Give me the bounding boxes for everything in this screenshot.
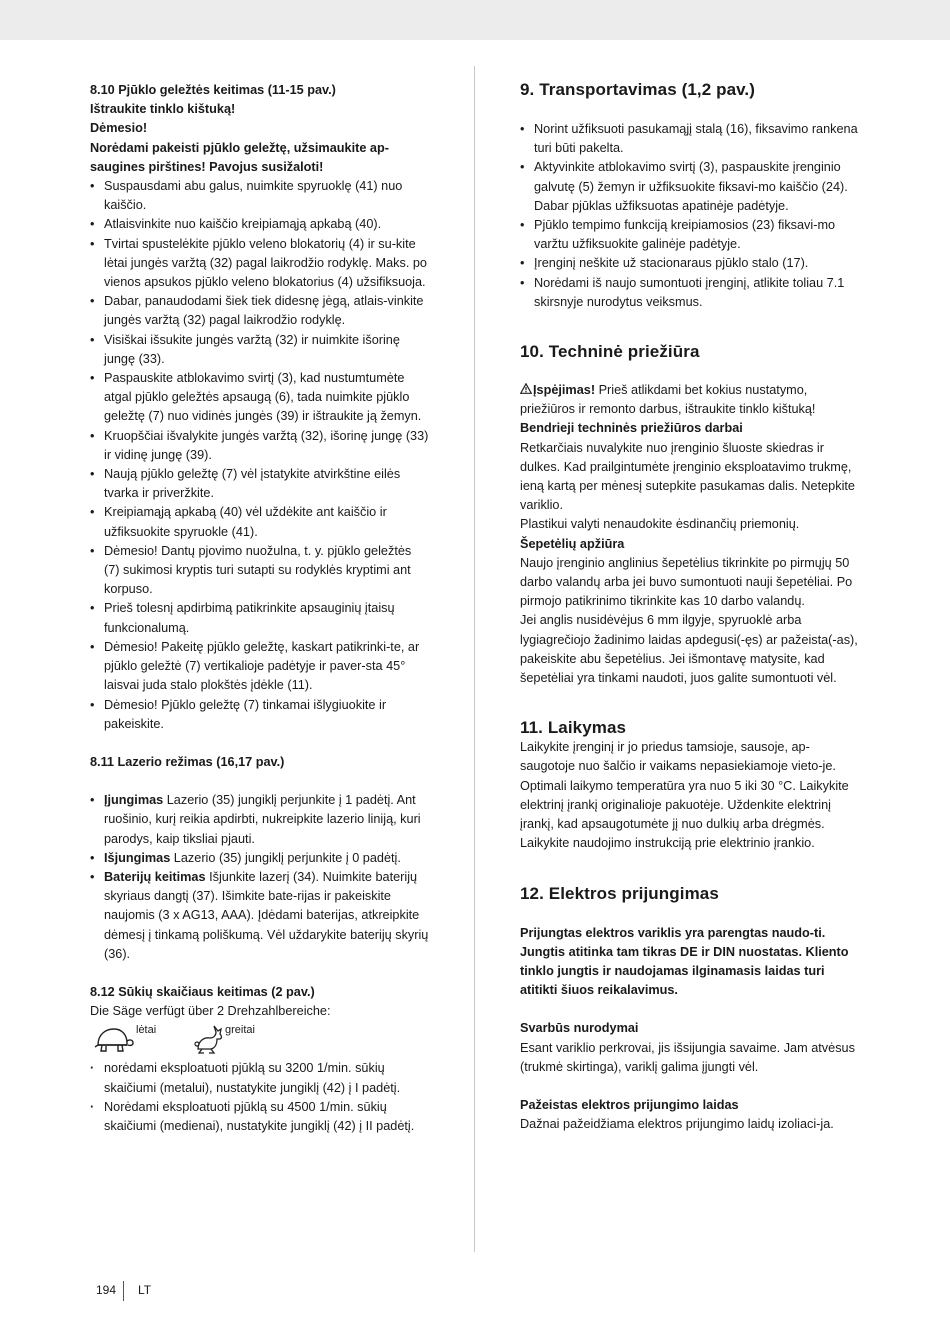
list-item: • Paspauskite atblokavimo svirtį (3), kad nustumtumėte atgal pjūklo geležtės apsaugą (6), tada nuimkite pjūklo geležtę (7) nuo vidinės jungės (39) ir ištraukite ją žemyn. [90, 369, 430, 427]
warning-triangle-icon [520, 381, 533, 400]
list-item: • Kruopščiai išvalykite jungės varžtą (32), išorinę jungę (33) ir vidinę jungę (39). [90, 427, 430, 465]
list-item: • Prieš tolesnį apdirbimą patikrinkite apsauginių įtaisų funkcionalumą. [90, 599, 430, 637]
warning-label: Įspėjimas! [533, 383, 596, 398]
brush-inspection-heading: Šepetėlių apžiūra [520, 536, 625, 551]
list-item [90, 849, 430, 868]
top-gray-band [0, 0, 950, 40]
overload-text: Esant variklio perkrovai, jis išsijungia savaime. Jam atvėsus (trukmė skirtinga), variklį galima įjungti vėl. [520, 1040, 855, 1074]
section-11-title: 11. Laikymas [520, 718, 627, 738]
brush-replacement-text: Jei anglis nusidėvėjus 6 mm ilgyje, spyruoklė arba lygiagrečiojo žadinimo laidas apdegusi(-ęs) ar pažeista(-as), pakeiskite abu šepetėlius. Jei išmontavę matysite, kad šepetėliai yra tinkami naudoti, juos galite sumontuoti vėl. [520, 613, 858, 686]
gloves-warning: Norėdami pakeisti pjūklo geležtę, užsimaukite ap-saugines pirštines! Pavojus susižaloti! [90, 140, 389, 174]
section-12-title: 12. Elektros prijungimas [520, 883, 719, 903]
storage-text: Laikykite įrenginį ir jo priedus tamsioje, sausoje, ap-saugotoje nuo šalčio ir vaikams nepasiekiamoje vieto-je. Optimali laikymo temperatūra yra nuo 5 iki 30 °C. Laikykite elektrinį įrankį originalioje pakuotėje. Uždenkite elektrinį įrankį, kad apsaugotumėte jį nuo dulkių arba drėgmės. Laikykite naudojimo instrukciją prie elektrinio įrankio. [520, 740, 849, 851]
attention-label: Dėmesio! [90, 121, 148, 136]
cleaning-text: Retkarčiais nuvalykite nuo įrenginio šluoste skiedras ir dulkes. Kad prailgintumėte įrenginio eksploatavimo trukmę, ieną kartą per mėnesį sutepkite pasukamas dalis. Netepkite variklio. [520, 440, 855, 513]
list-item: • Dabar, panaudodami šiek tiek didesnę jėgą, atlais-vinkite jungės varžtą (32) pagal laikrodžio rodyklę. [90, 292, 430, 330]
plastic-cleaning-text: Plastikui valyti nenaudokite ėsdinančių priemonių. [520, 517, 800, 532]
unplug-notice: Ištraukite tinklo kištuką! [90, 102, 236, 117]
list-item: • Įrenginį neškite už stacionaraus pjūklo stalo (17). [520, 254, 860, 273]
footer-divider [123, 1281, 124, 1301]
left-column [90, 81, 430, 1136]
speed-slow-label: lėtai [136, 1024, 157, 1037]
section-8-10-title: 8.10 Pjūklo geležtės keitimas (11-15 pav.) [90, 83, 336, 97]
list-item: · norėdami eksploatuoti pjūklą su 3200 1/min. sūkių skaičiumi (metalui), nustatykite jungiklį (42) į I padėtį. [90, 1059, 430, 1097]
damaged-cable-heading: Pažeistas elektros prijungimo laidas [520, 1097, 739, 1112]
speed-symbols [90, 1021, 430, 1059]
list-item: • Atlaisvinkite nuo kaiščio kreipiamąją apkabą (40). [90, 215, 430, 234]
laser-on-label: Įjungimas [104, 793, 164, 808]
list-item: • Dėmesio! Pjūklo geležtę (7) tinkamai išlygiuokite ir pakeiskite. [90, 696, 430, 734]
damaged-cable-text: Dažnai pažeidžiama elektros prijungimo laidų izoliaci-ja. [520, 1117, 834, 1132]
list-item: • Suspausdami abu galus, nuimkite spyruoklę (41) nuo kaiščio. [90, 177, 430, 215]
list-item: • Aktyvinkite atblokavimo svirtį (3), paspauskite įrenginio galvutę (5) žemyn ir užfiksuokite fiksavi-mo kaiščio (24). Dabar pjūklas užfiksuotas apatinėje padėtyje. [520, 158, 860, 216]
laser-mode-list [90, 791, 430, 964]
list-item: • Pjūklo tempimo funkciją kreipiamosios (23) fiksavi-mo varžtu užfiksuokite galinėje padėtyje. [520, 216, 860, 254]
language-code: LT [138, 1283, 152, 1297]
section-8-11-title: 8.11 Lazerio režimas (16,17 pav.) [90, 754, 285, 769]
list-item: • Tvirtai spustelėkite pjūklo veleno blokatorių (4) ir su-kite lėtai jungės varžtą (32) pagal laikrodžio rodyklę. Maks. po vienos apsukos pjūklo veleno blokatorius (4) užsifiksuoja. [90, 235, 430, 293]
page-number: 194 [96, 1283, 117, 1297]
list-item [90, 868, 430, 964]
speed-settings-list [90, 1059, 430, 1136]
warning-text: Prieš atlikdami bet kokius nustatymo, priežiūros ir remonto darbus, ištraukite tinklo kištuką! [520, 383, 816, 417]
rabbit-icon [194, 1025, 224, 1055]
electrical-connection-intro: Prijungtas elektros variklis yra parengtas naudo-ti. Jungtis atitinka tam tikras DE ir DIN nuostatas. Kliento tinklo jungtis ir naudojamas ilginamasis laidas turi atitikti šiuos reikalavimus. [520, 925, 849, 998]
list-item: • Naują pjūklo geležtę (7) vėl įstatykite atvirkštine eilės tvarka ir priveržkite. [90, 465, 430, 503]
turtle-icon [92, 1025, 134, 1055]
blade-change-steps [90, 177, 430, 734]
list-item: • Dėmesio! Pakeitę pjūklo geležtę, kaskart patikrinki-te, ar pjūklo geležtė (7) vertikalioje padėtyje ir paver-sta 45° laisvai juda stalo plokštės įdėkle (11). [90, 638, 430, 696]
laser-off-text: Lazerio (35) jungiklį perjunkite į 0 padėtį. [170, 850, 401, 865]
list-item: · Norėdami eksploatuoti pjūklą su 4500 1/min. sūkių skaičiumi (medienai), nustatykite jungiklį (42) į II padėtį. [90, 1098, 430, 1136]
list-item: • Norėdami iš naujo sumontuoti įrenginį, atlikite toliau 7.1 skirsnyje nurodytus veiksmus. [520, 274, 860, 312]
important-notes-heading: Svarbūs nurodymai [520, 1021, 639, 1036]
brush-inspection-text: Naujo įrenginio anglinius šepetėlius tikrinkite po pirmųjų 50 darbo valandų arba jei buvo sumontuoti nauji šepetėliai. Po pirmojo patikrinimo tikrinkite kas 10 darbo valandų. [520, 555, 853, 609]
section-9-title: 9. Transportavimas (1,2 pav.) [520, 80, 756, 99]
list-item: • Visiškai išsukite jungės varžtą (32) ir nuimkite išorinę jungę (33). [90, 331, 430, 369]
laser-on-text: Lazerio (35) jungiklį perjunkite į 1 padėtį. Ant ruošinio, kurį reikia apdirbti, nukreipkite lazerio liniją, kuri parodys, kaip tiksliai pjauti. [104, 793, 421, 846]
transport-steps [520, 120, 860, 312]
list-item: • Norint užfiksuoti pasukamąjį stalą (16), fiksavimo rankena turi būti pakelta. [520, 120, 860, 158]
battery-change-text: Išjunkite lazerį (34). Nuimkite baterijų skyriaus dangtį (37). Išimkite bate-rijas ir pakeiskite naujomis (3 x AG13, AAA). Įdėdami baterijas, atkreipkite dėmesį į tinkamą poliškumą. Vėl uždarykite baterijų skyrių (36). [104, 869, 429, 961]
speed-fast-label: greitai [225, 1024, 255, 1037]
speed-intro: Die Säge verfügt über 2 Drehzahlbereiche: [90, 1004, 331, 1019]
list-item: • Dėmesio! Dantų pjovimo nuožulna, t. y. pjūklo geležtės (7) sukimosi kryptis turi sutapti su rodyklės kryptimi ant korpuso. [90, 542, 430, 600]
list-item [90, 791, 430, 849]
column-divider [474, 66, 475, 1252]
maintenance-warning [520, 381, 860, 419]
laser-off-label: Išjungimas [104, 850, 171, 865]
battery-change-label: Baterijų keitimas [104, 869, 206, 884]
right-column [520, 80, 860, 1134]
list-item: • Kreipiamąją apkabą (40) vėl uždėkite ant kaiščio ir užfiksuokite spyruokle (41). [90, 503, 430, 541]
section-10-title: 10. Techninė priežiūra [520, 342, 700, 362]
general-maintenance-heading: Bendrieji techninės priežiūros darbai [520, 421, 743, 436]
section-8-12-title: 8.12 Sūkių skaičiaus keitimas (2 pav.) [90, 984, 315, 999]
